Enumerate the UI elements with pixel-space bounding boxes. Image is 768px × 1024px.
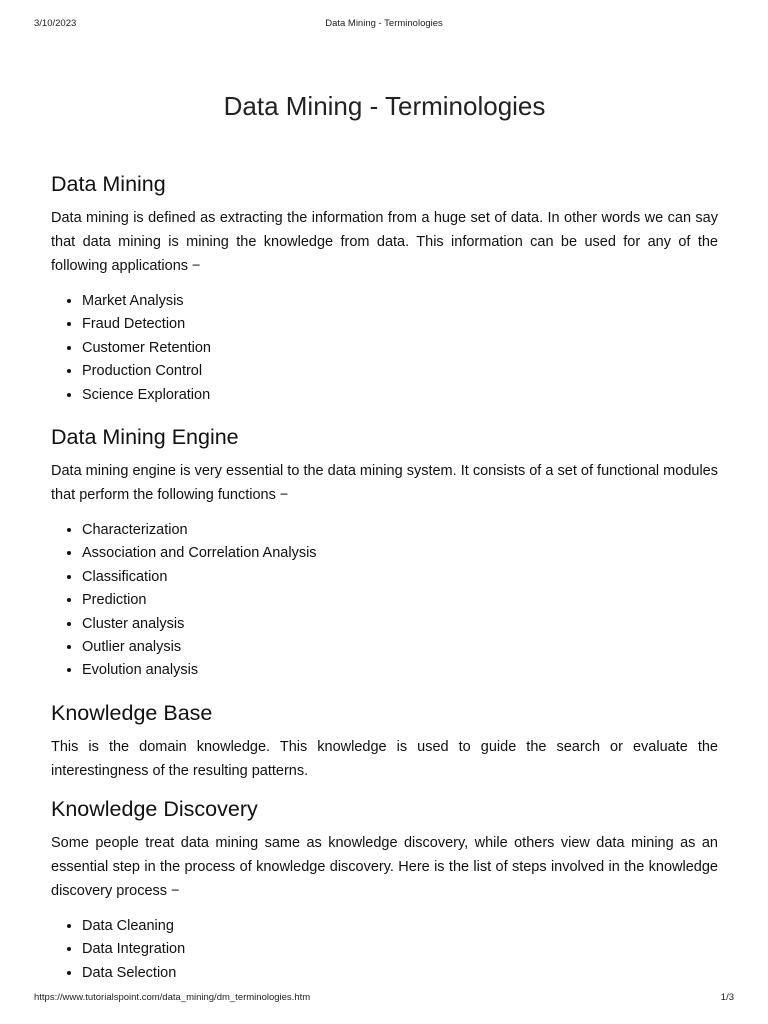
section-data-mining [51, 170, 718, 407]
list-item: • Association and Correlation Analysis [82, 542, 718, 565]
print-header [34, 18, 734, 32]
section-paragraph: Data mining is defined as extracting the information from a huge set of data. In other words we can say that data mining is mining the knowledge from data. This information can be used for any of the following applications − [51, 210, 718, 274]
print-date: 3/10/2023 [34, 18, 77, 29]
section-knowledge-base [51, 699, 718, 783]
section-heading: Data Mining Engine [51, 425, 239, 450]
list-item: • Data Selection [82, 962, 718, 985]
list-item: • Customer Retention [82, 337, 718, 360]
list-item: • Production Control [82, 360, 718, 383]
section-knowledge-discovery [51, 795, 718, 985]
page-title: Data Mining - Terminologies [223, 91, 546, 121]
print-doc-title: Data Mining - Terminologies [325, 18, 443, 29]
section-paragraph: Data mining engine is very essential to the data mining system. It consists of a set of functional modules that perform the following functions − [51, 463, 718, 504]
section-paragraph: This is the domain knowledge. This knowledge is used to guide the search or evaluate the interestingness of the resulting patterns. [51, 738, 718, 779]
list-item: • Data Integration [82, 938, 718, 961]
list-item: • Market Analysis [82, 290, 718, 313]
section-heading: Data Mining [51, 172, 166, 196]
functions-list [51, 519, 718, 683]
list-item: • Fraud Detection [82, 313, 718, 336]
section-heading: Knowledge Discovery [51, 796, 258, 821]
section-data-mining-engine [51, 423, 718, 683]
section-heading: Knowledge Base [51, 700, 213, 725]
list-item: • Prediction [82, 589, 718, 612]
applications-list [51, 290, 718, 407]
section-paragraph: Some people treat data mining same as knowledge discovery, while others view data mining as an essential step in the process of knowledge discovery. Here is the list of steps involved in the knowledge discovery process − [51, 834, 718, 899]
list-item: • Characterization [82, 519, 718, 542]
list-item: • Outlier analysis [82, 636, 718, 659]
list-item: • Classification [82, 566, 718, 589]
steps-list [51, 915, 718, 985]
list-item: • Evolution analysis [82, 659, 718, 682]
print-footer [34, 992, 734, 1006]
article-content [51, 86, 718, 1001]
source-url: https://www.tutorialspoint.com/data_mining/dm_terminologies.htm [34, 992, 311, 1003]
page-number: 1/3 [720, 992, 734, 1003]
list-item: • Cluster analysis [82, 613, 718, 636]
list-item: • Science Exploration [82, 384, 718, 407]
list-item: • Data Cleaning [82, 915, 718, 938]
